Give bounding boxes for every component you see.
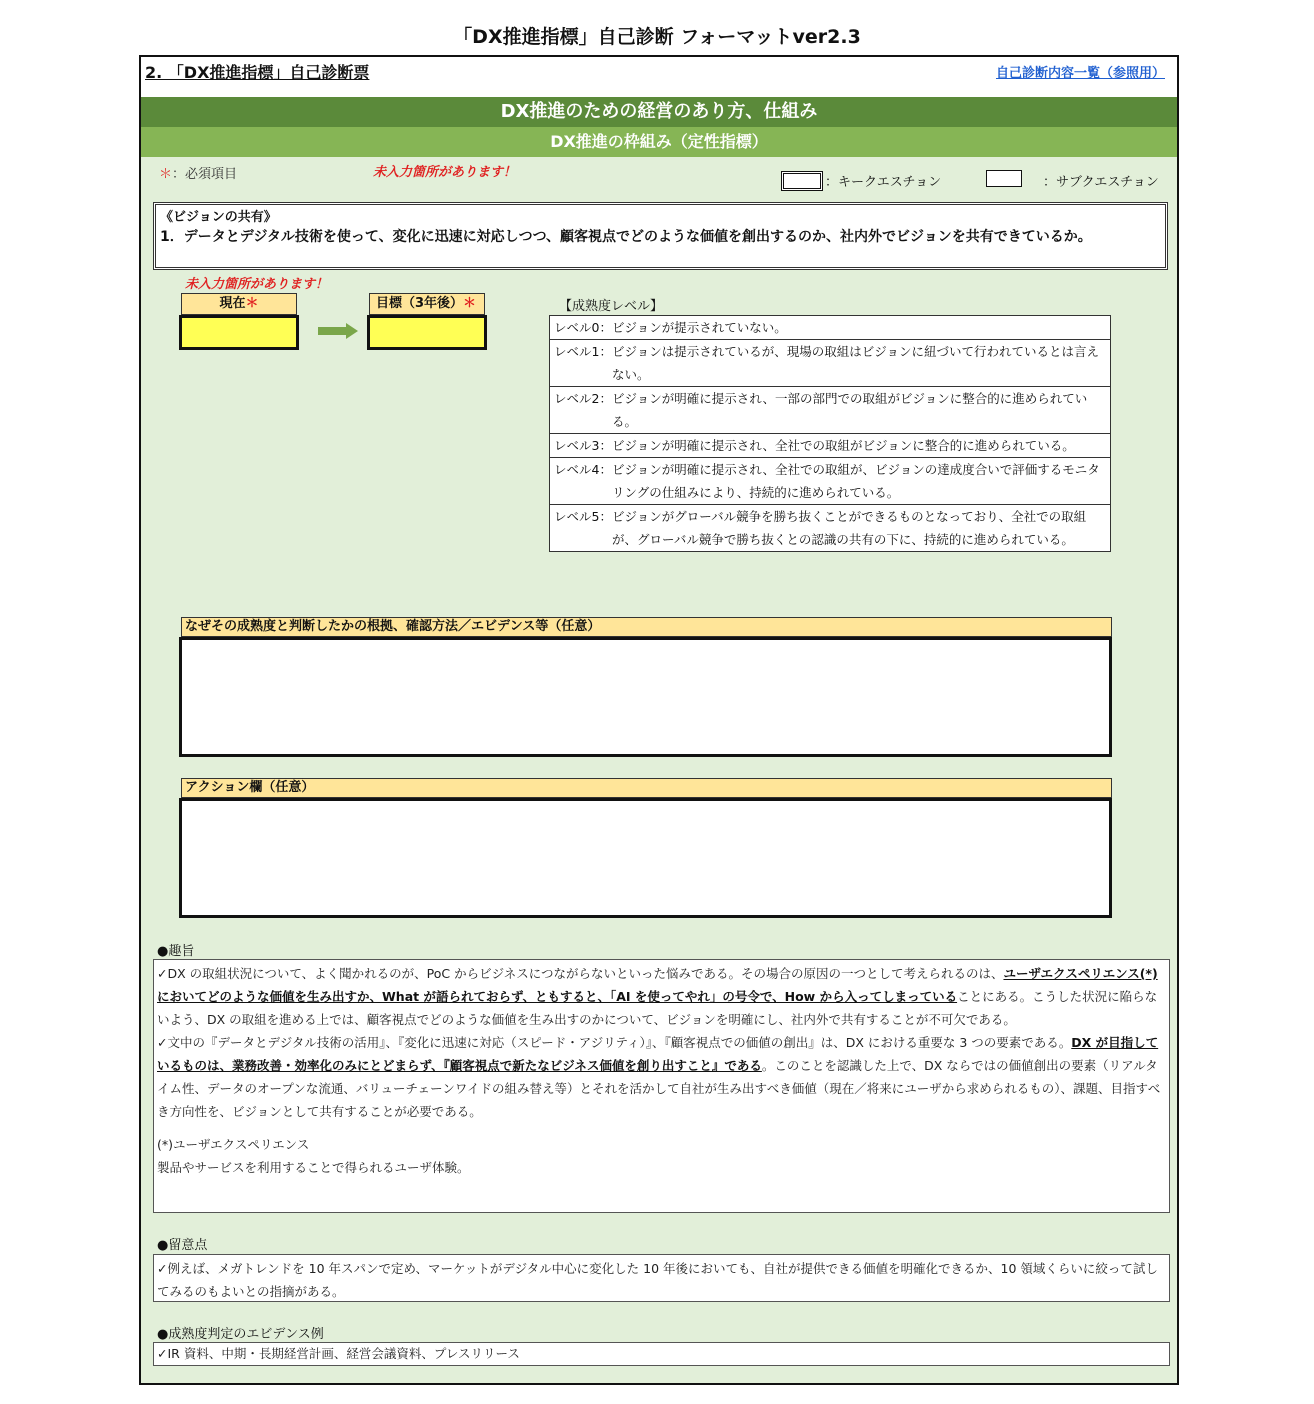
level-label: レベル3： — [554, 438, 612, 453]
maturity-level-row — [550, 387, 1110, 434]
key-question-legend-label: ：キークエスチョン — [825, 175, 942, 190]
sub-question-legend-label: ：サブクエスチョン — [1043, 175, 1159, 190]
question-category: 《ビジョンの共有》 — [160, 210, 277, 225]
level-text: ビジョンが明確に提示され、全社での取組がビジョンに整合的に進められている。 — [611, 438, 1075, 453]
intent-heading: ●趣旨 — [157, 944, 195, 959]
evidence-examples-box — [153, 1342, 1170, 1366]
level-text: ビジョンが提示されていない。 — [611, 320, 787, 335]
intent-paragraph-2 — [157, 1031, 1166, 1123]
intent-p2-a: ✓文中の『データとデジタル技術の活用』、『変化に迅速に対応（スピード・アジリティ）』、『顧客視点での価値の創出』は、DX における重要な 3 つの要素である。 — [157, 1035, 1072, 1050]
intent-p2-emphasis: DX が目指しているものは、業務改善・効率化のみにとどまらず、『顧客視点で新たなビジネス価値を創り出すこと』である — [157, 1035, 1159, 1073]
reference-link[interactable]: 自己診断内容一覧（参照用） — [995, 66, 1165, 81]
missing-input-warning: 未入力箇所があります！ — [373, 165, 517, 180]
required-note — [159, 163, 237, 182]
level-label: レベル4： — [554, 462, 612, 477]
maturity-level-row — [550, 434, 1110, 458]
current-level-input[interactable] — [179, 315, 299, 350]
maturity-level-row — [550, 316, 1110, 340]
level-label: レベル5： — [554, 509, 612, 524]
level-label: レベル0： — [554, 320, 612, 335]
band-sub: DX推進の枠組み（定性指標） — [141, 127, 1177, 157]
assessment-warning: 未入力箇所があります！ — [185, 277, 329, 292]
level-text: ビジョンが明確に提示され、一部の部門での取組がビジョンに整合的に進められている。 — [611, 391, 1088, 429]
action-label: アクション欄（任意） — [181, 778, 1112, 798]
sheet-title: 2. 「DX推進指標」自己診断票 — [145, 63, 370, 82]
band-main: DX推進のための経営のあり方、仕組み — [141, 97, 1177, 127]
level-label: レベル2： — [554, 391, 612, 406]
maturity-level-table — [549, 315, 1111, 552]
level-text: ビジョンは提示されているが、現場の取組はビジョンに紐づいて行われているとは言えない。 — [611, 344, 1099, 382]
intent-p1-a: ✓DX の取組状況について、よく聞かれるのが、PoC からビジネスにつながらないといった悩みである。その場合の原因の一つとして考えられるのは、 — [157, 966, 1004, 981]
intent-note-title: (*)ユーザエクスペリエンス — [157, 1137, 310, 1152]
required-label: ：必須項目 — [172, 167, 238, 182]
target-level-label-text: 目標（3年後） — [376, 296, 464, 311]
intent-note-text: 製品やサービスを利用することで得られるユーザ体験。 — [157, 1160, 470, 1175]
sub-question-legend-swatch — [986, 170, 1022, 187]
evidence-input[interactable] — [179, 637, 1112, 757]
target-required-asterisk: ＊ — [462, 296, 476, 311]
intent-p1-c: ことにある。こうした状況に陥らないよう、DX の取組を進める上では、顧客視点でどのような価値を生み出すのかについて、ビジョンを明確にし、社内外で共有することが不可欠である。 — [157, 989, 1158, 1027]
caution-box — [153, 1254, 1170, 1302]
intent-p2-c: 。このことを認識した上で、DX ならではの価値創出の要素（リアルタイム性、データのオープンな流通、バリューチェーンワイドの組み替え等）とそれを活かして自社が生み出すべき価値（現在／将来にユーザから求められるもの）、課題、目指すべき方向性を、ビジョンとして共有することが必要である。 — [157, 1058, 1161, 1119]
maturity-level-row — [550, 340, 1110, 387]
assessment-sheet — [139, 55, 1179, 1385]
level-text: ビジョンが明確に提示され、全社での取組が、ビジョンの達成度合いで評価するモニタリングの仕組みにより、持続的に進められている。 — [611, 462, 1100, 500]
sheet-header — [141, 57, 1177, 97]
intent-paragraph-1 — [157, 962, 1166, 1031]
level-label: レベル1： — [554, 344, 612, 359]
maturity-level-row — [550, 458, 1110, 505]
current-level-label — [181, 293, 297, 315]
current-level-label-text: 現在 — [219, 296, 246, 311]
arrow-right-icon — [318, 323, 358, 339]
intent-p1-emphasis: ユーザエクスペリエンス(*)においてどのような価値を生み出すか、What が語られておらず、ともすると、「AI を使ってやれ」の号令で、How から入ってしまっている — [157, 966, 1158, 1004]
evidence-label: なぜその成熟度と判断したかの根拠、確認方法／エビデンス等（任意） — [181, 617, 1112, 637]
target-level-label — [369, 293, 485, 315]
intent-box — [153, 959, 1170, 1213]
caution-text: ✓例えば、メガトレンドを 10 年スパンで定め、マーケットがデジタル中心に変化した 10 年後においても、自社が提供できる価値を明確化できるか、10 領域くらいに絞って試してみるのもよいとの指摘がある。 — [157, 1261, 1158, 1299]
key-question-box — [153, 202, 1168, 270]
key-question-legend-swatch — [781, 171, 823, 191]
level-text: ビジョンがグローバル競争を勝ち抜くことができるものとなっており、全社での取組が、グローバル競争で勝ち抜くとの認識の共有の下に、持続的に進められている。 — [611, 509, 1087, 547]
question-text: 1．データとデジタル技術を使って、変化に迅速に対応しつつ、顧客視点でどのような価値を創出するのか、社内外でビジョンを共有できているか。 — [160, 229, 1092, 245]
evidence-examples-text: ✓IR 資料、中期・長期経営計画、経営会議資料、プレスリリース — [157, 1346, 520, 1361]
maturity-heading: 【成熟度レベル】 — [559, 299, 664, 314]
required-asterisk: ＊ — [159, 167, 173, 182]
evidence-examples-heading: ●成熟度判定のエビデンス例 — [157, 1327, 324, 1342]
action-input[interactable] — [179, 798, 1112, 918]
document-title: 「DX推進指標」自己診断 フォーマットver2.3 — [453, 26, 861, 48]
target-level-input[interactable] — [367, 315, 487, 350]
caution-heading: ●留意点 — [157, 1238, 208, 1253]
maturity-level-row — [550, 505, 1110, 551]
current-required-asterisk: ＊ — [245, 296, 259, 311]
